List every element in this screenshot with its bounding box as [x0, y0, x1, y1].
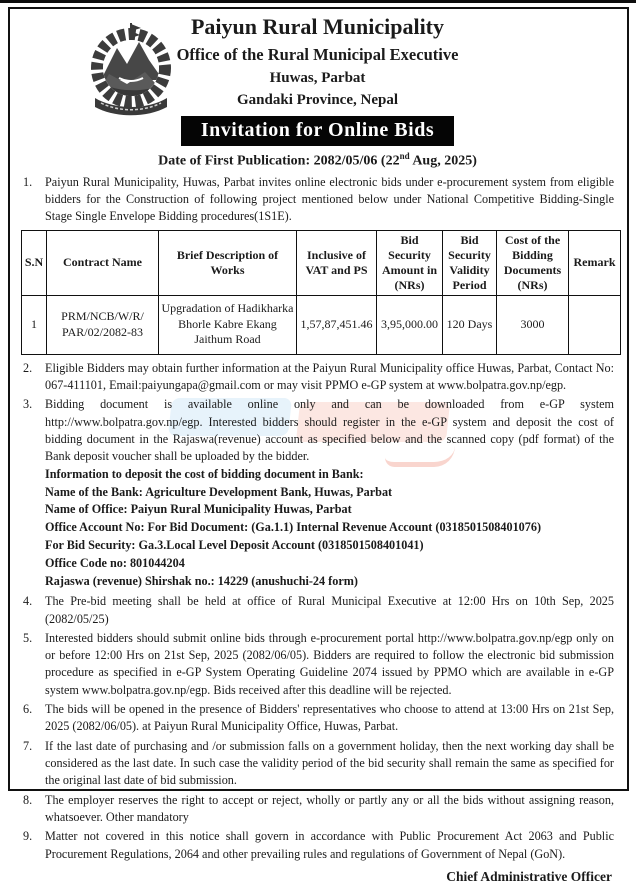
notice-item-9: [21, 828, 614, 863]
col-header-vat-ps: Inclusive of VAT and PS: [297, 230, 377, 295]
col-header-document-cost: Cost of the Bidding Documents (NRs): [497, 230, 569, 295]
notice-item-3: [21, 396, 614, 591]
publication-date: [21, 151, 614, 170]
nepal-emblem-logo: [79, 22, 183, 114]
col-header-bid-security-amount: Bid Security Amount in (NRs): [377, 230, 443, 295]
top-border-strip: [0, 0, 636, 3]
cell-document-cost: 3000: [497, 295, 569, 354]
item-text: Interested bidders should submit online bids through e-procurement portal http://www.bolpatra.gov.np/egp only on or before 12:00 Hrs on 21st Sep, 2025 (2082/06/05). Bidders are required to follow the electronic bid submission procedure as specified in e-GP System Operating Guideline 2074 issued by PPMO which are available in e-GP system www.bolpatra.gov.np/egp. Bids received after this deadline will be rejected.: [45, 630, 614, 697]
rajaswa-shirshak-line: Rajaswa (revenue) Shirshak no.: 14229 (anushuchi-24 form): [45, 574, 358, 589]
office-name: Office of the Rural Municipal Executive: [176, 45, 459, 64]
table-row: [22, 295, 621, 354]
notice-clauses: [21, 174, 614, 863]
item-text: Paiyun Rural Municipality, Huwas, Parbat invites online electronic bids under e-procurement system from eligible bidders for the Construction of following project mentioned below under National Competitive Bidding-Single Stage Single Envelope Bidding procedures(1S1E).: [45, 174, 614, 224]
bid-table-header-row: [22, 230, 621, 295]
bank-info-heading: Information to deposit the cost of bidding document in Bank:: [45, 466, 364, 481]
item-text: The Pre-bid meeting shall be held at office of Rural Municipal Executive at 12:00 Hrs on 10th Sep, 2025 (2082/05/25): [45, 594, 614, 626]
bid-table-body: [22, 295, 621, 354]
province-line: Gandaki Province, Nepal: [237, 92, 398, 108]
bid-security-account-line: For Bid Security: Ga.3.Local Level Deposit Account (0318501508401041): [45, 538, 424, 553]
item-number: 1.: [23, 174, 33, 189]
page-title: Paiyun Rural Municipality: [190, 14, 445, 39]
item-number: 5.: [23, 630, 33, 645]
document-frame: [8, 7, 629, 885]
item-number: 3.: [23, 397, 33, 412]
col-header-bid-security-validity: Bid Security Validity Period: [443, 230, 497, 295]
notice-item-1: [21, 174, 614, 226]
bid-table: [21, 230, 621, 355]
publication-date-ordinal: nd: [399, 151, 410, 161]
cell-bid-security: 3,95,000.00: [377, 295, 443, 354]
cell-remark: [569, 295, 621, 354]
col-header-sn: S.N: [22, 230, 47, 295]
col-header-contract-name: Contract Name: [47, 230, 159, 295]
item-number: 4.: [23, 594, 33, 609]
item-text: If the last date of purchasing and /or submission falls on a government holiday, then the next working day shall be considered as the last date. In such case the validity period of the bid security shall remain the same as specified for the original last date of bid submission.: [45, 738, 614, 788]
col-header-description: Brief Description of Works: [159, 230, 297, 295]
notice-item-5: [21, 630, 614, 699]
nepal-emblem-icon: [79, 22, 183, 114]
cell-contract-name: PRM/NCB/W/R/ PAR/02/2082-83: [47, 295, 159, 354]
item-number: 9.: [23, 829, 33, 844]
item-number: 6.: [23, 702, 33, 717]
office-account-line: Office Account No: For Bid Document: (Ga.1.1) Internal Revenue Account (0318501508401076): [45, 520, 542, 535]
cell-validity: 120 Days: [443, 295, 497, 354]
notice-item-8: [21, 792, 614, 827]
item-number: 8.: [23, 792, 33, 807]
publication-date-prefix: Date of First Publication: 2082/05/06 (22: [158, 153, 400, 169]
notice-item-7: [21, 738, 614, 790]
item-text: The employer reserves the right to accept or reject, wholly or partly any or all the bids without assigning reason, whatsoever. Other mandatory: [45, 792, 614, 825]
office-location: Huwas, Parbat: [269, 70, 366, 86]
item-text-block: [45, 396, 614, 591]
notice-item-4: [21, 593, 614, 628]
notice-banner-title: Invitation for Online Bids: [181, 116, 454, 146]
item-number: 2.: [23, 360, 33, 375]
signature-line: Chief Administrative Officer: [446, 869, 612, 885]
cell-amount: 1,57,87,451.46: [297, 295, 377, 354]
bank-name-line: Name of the Bank: Agriculture Development Bank, Huwas, Parbat: [45, 484, 393, 499]
bid-table-head: [22, 230, 621, 295]
office-name-line: Name of Office: Paiyun Rural Municipality Huwas, Parbat: [45, 502, 352, 517]
item-text: Eligible Bidders may obtain further information at the Paiyun Rural Municipality office Huwas, Parbat, Contact No: 067-411101, Email:paiyungapa@gmail.com or may visit PPMO e-GP system at www.bolpatra.gov.np/egp.: [45, 360, 614, 392]
item-text: The bids will be opened in the presence of Bidders' representatives who choose to attend at 13:00 Hrs on 21st Sep, 2025 (2082/06/05). at Paiyun Rural Municipality Office, Huwas, Parbat.: [45, 702, 614, 734]
office-code-line: Office Code no: 801044204: [45, 556, 185, 571]
cell-sn: 1: [22, 295, 47, 354]
banner-row: [21, 116, 614, 146]
notice-item-2: [21, 360, 614, 395]
document-header: [21, 14, 614, 170]
cell-description: Upgradation of Hadikharka Bhorle Kabre Ekang Jaithum Road: [159, 295, 297, 354]
col-header-remark: Remark: [569, 230, 621, 295]
item-text: Bidding document is available online only and can be downloaded from e-GP system http://www.bolpatra.gov.np/egp. Interested bidders should register in the e-GP system and deposit the cost of bidding document in the Rajaswa(revenue) account as specified below and the scanned copy (pdf format) of the Bank deposit voucher shall be uploaded by the bidder.: [45, 397, 614, 464]
item-text: Matter not covered in this notice shall govern in accordance with Public Procurement Act 2063 and Public Procurement Regulations, 2064 and other prevailing rules and regulations of Government of Nepal (GoN).: [45, 829, 614, 861]
publication-date-suffix: Aug, 2025): [409, 153, 477, 169]
item-number: 7.: [23, 738, 33, 753]
notice-item-6: [21, 701, 614, 736]
